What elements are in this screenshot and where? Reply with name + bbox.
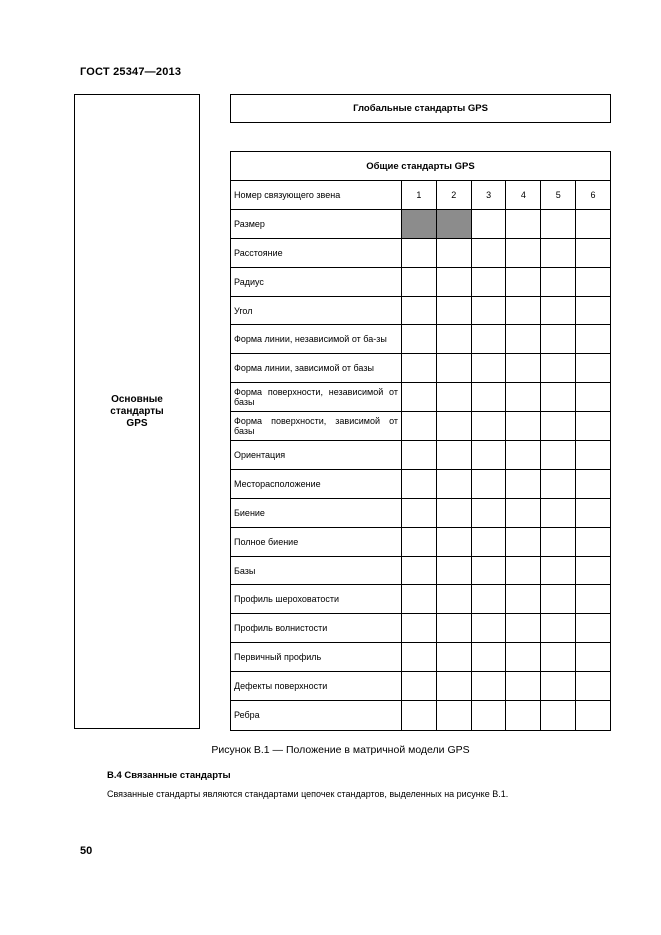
matrix-cell	[472, 383, 507, 411]
matrix-cell	[437, 412, 472, 440]
matrix-cell	[472, 557, 507, 585]
matrix-cell	[437, 325, 472, 353]
matrix-cell	[437, 383, 472, 411]
matrix-cell	[437, 614, 472, 642]
matrix-cell	[506, 210, 541, 238]
chain-link-header: Номер связующего звена	[231, 181, 402, 209]
matrix-cell	[541, 268, 576, 296]
matrix-cell	[541, 383, 576, 411]
matrix-cell	[576, 643, 610, 671]
matrix-cell	[402, 528, 437, 556]
matrix-cell	[437, 499, 472, 527]
matrix-cell	[541, 297, 576, 325]
shaded-cell	[437, 210, 472, 238]
matrix-cell	[576, 383, 610, 411]
matrix-cell	[472, 672, 507, 700]
section-heading: В.4 Связанные стандарты	[107, 770, 231, 781]
matrix-cell	[506, 268, 541, 296]
matrix-cell	[506, 470, 541, 498]
matrix-cell	[576, 557, 610, 585]
row-label: Радиус	[231, 268, 402, 296]
column-header-4: 4	[506, 181, 541, 209]
matrix-cell	[576, 441, 610, 469]
matrix-cell	[541, 672, 576, 700]
matrix-cell	[402, 441, 437, 469]
matrix-cell	[402, 412, 437, 440]
matrix-cell	[472, 701, 507, 730]
matrix-cell	[437, 701, 472, 730]
matrix-cell	[576, 239, 610, 267]
general-standards-matrix	[230, 151, 611, 731]
matrix-title: Общие стандарты GPS	[231, 152, 610, 181]
matrix-cell	[402, 239, 437, 267]
matrix-cell	[472, 585, 507, 613]
table-row	[231, 239, 610, 268]
matrix-cell	[402, 557, 437, 585]
table-row	[231, 585, 610, 614]
matrix-cell	[402, 614, 437, 642]
matrix-cell	[472, 441, 507, 469]
matrix-cell	[576, 268, 610, 296]
matrix-cell	[576, 354, 610, 382]
matrix-cell	[402, 672, 437, 700]
row-label: Расстояние	[231, 239, 402, 267]
matrix-cell	[472, 614, 507, 642]
matrix-cell	[402, 325, 437, 353]
matrix-cell	[506, 557, 541, 585]
matrix-cell	[576, 210, 610, 238]
matrix-cell	[402, 470, 437, 498]
document-header: ГОСТ 25347—2013	[80, 66, 182, 78]
matrix-cell	[541, 614, 576, 642]
figure-caption: Рисунок В.1 — Положение в матричной модели GPS	[211, 744, 470, 756]
matrix-cell	[437, 239, 472, 267]
row-label: Базы	[231, 557, 402, 585]
basic-standards-box	[74, 94, 200, 729]
matrix-cell	[472, 499, 507, 527]
matrix-header-row	[231, 181, 610, 210]
column-header-3: 3	[472, 181, 507, 209]
matrix-cell	[472, 297, 507, 325]
matrix-cell	[437, 354, 472, 382]
matrix-cell	[402, 643, 437, 671]
matrix-cell	[576, 499, 610, 527]
matrix-cell	[506, 701, 541, 730]
matrix-cell	[576, 701, 610, 730]
row-label: Дефекты поверхности	[231, 672, 402, 700]
row-label: Полное биение	[231, 528, 402, 556]
matrix-cell	[437, 585, 472, 613]
row-label: Ребра	[231, 701, 402, 730]
matrix-cell	[541, 325, 576, 353]
matrix-cell	[541, 354, 576, 382]
matrix-cell	[576, 412, 610, 440]
matrix-cell	[472, 528, 507, 556]
matrix-cell	[541, 701, 576, 730]
table-row	[231, 383, 610, 412]
table-row	[231, 499, 610, 528]
matrix-cell	[437, 643, 472, 671]
column-header-1: 1	[402, 181, 437, 209]
row-label: Ориентация	[231, 441, 402, 469]
matrix-cell	[437, 528, 472, 556]
matrix-cell	[541, 499, 576, 527]
matrix-cell	[541, 210, 576, 238]
table-row	[231, 325, 610, 354]
table-row	[231, 557, 610, 586]
matrix-cell	[472, 239, 507, 267]
matrix-cell	[576, 614, 610, 642]
matrix-cell	[506, 614, 541, 642]
table-row	[231, 643, 610, 672]
matrix-cell	[506, 672, 541, 700]
matrix-cell	[506, 354, 541, 382]
matrix-cell	[506, 585, 541, 613]
section-text: Связанные стандарты являются стандартами цепочек стандартов, выделенных на рисунке В.1.	[107, 789, 509, 799]
global-standards-label: Глобальные стандарты GPS	[353, 103, 488, 114]
matrix-cell	[506, 499, 541, 527]
matrix-cell	[506, 325, 541, 353]
row-label: Профиль шероховатости	[231, 585, 402, 613]
matrix-cell	[541, 441, 576, 469]
matrix-cell	[576, 470, 610, 498]
column-header-2: 2	[437, 181, 472, 209]
matrix-cell	[576, 672, 610, 700]
row-label: Форма поверхности, независимой от базы	[231, 383, 402, 411]
table-row	[231, 354, 610, 383]
table-row	[231, 470, 610, 499]
table-row	[231, 701, 610, 730]
matrix-cell	[541, 528, 576, 556]
table-row	[231, 614, 610, 643]
global-standards-box	[230, 94, 611, 123]
matrix-cell	[576, 585, 610, 613]
table-row	[231, 441, 610, 470]
matrix-cell	[437, 470, 472, 498]
matrix-cell	[437, 268, 472, 296]
matrix-cell	[506, 441, 541, 469]
row-label: Форма поверхности, зависимой от базы	[231, 412, 402, 440]
matrix-cell	[541, 643, 576, 671]
matrix-cell	[402, 499, 437, 527]
matrix-cell	[472, 325, 507, 353]
row-label: Угол	[231, 297, 402, 325]
matrix-cell	[506, 297, 541, 325]
basic-standards-label: Основные стандарты GPS	[110, 393, 164, 429]
matrix-cell	[402, 297, 437, 325]
row-label: Форма линии, зависимой от базы	[231, 354, 402, 382]
matrix-cell	[472, 210, 507, 238]
matrix-cell	[402, 354, 437, 382]
matrix-cell	[472, 412, 507, 440]
table-row	[231, 297, 610, 326]
shaded-cell	[402, 210, 437, 238]
matrix-cell	[576, 297, 610, 325]
row-label: Форма линии, независимой от ба-зы	[231, 325, 402, 353]
matrix-cell	[541, 470, 576, 498]
table-row	[231, 412, 610, 441]
table-row	[231, 268, 610, 297]
matrix-cell	[437, 557, 472, 585]
table-row	[231, 528, 610, 557]
matrix-cell	[576, 325, 610, 353]
matrix-cell	[402, 383, 437, 411]
matrix-cell	[437, 441, 472, 469]
matrix-cell	[576, 528, 610, 556]
matrix-cell	[472, 470, 507, 498]
matrix-cell	[541, 412, 576, 440]
row-label: Биение	[231, 499, 402, 527]
matrix-cell	[437, 297, 472, 325]
matrix-cell	[402, 268, 437, 296]
matrix-cell	[437, 672, 472, 700]
matrix-cell	[506, 239, 541, 267]
column-header-5: 5	[541, 181, 576, 209]
matrix-cell	[506, 412, 541, 440]
matrix-cell	[541, 557, 576, 585]
matrix-cell	[472, 354, 507, 382]
matrix-cell	[506, 383, 541, 411]
matrix-cell	[472, 643, 507, 671]
matrix-cell	[541, 585, 576, 613]
matrix-cell	[402, 585, 437, 613]
column-header-6: 6	[590, 189, 596, 200]
matrix-cell	[402, 701, 437, 730]
row-label: Профиль волнистости	[231, 614, 402, 642]
row-label: Первичный профиль	[231, 643, 402, 671]
matrix-cell	[541, 239, 576, 267]
table-row	[231, 672, 610, 701]
matrix-cell	[472, 268, 507, 296]
row-label: Размер	[231, 210, 402, 238]
matrix-cell	[506, 643, 541, 671]
matrix-cell	[506, 528, 541, 556]
table-row	[231, 210, 610, 239]
page-number: 50	[80, 845, 93, 857]
row-label: Месторасположение	[231, 470, 402, 498]
